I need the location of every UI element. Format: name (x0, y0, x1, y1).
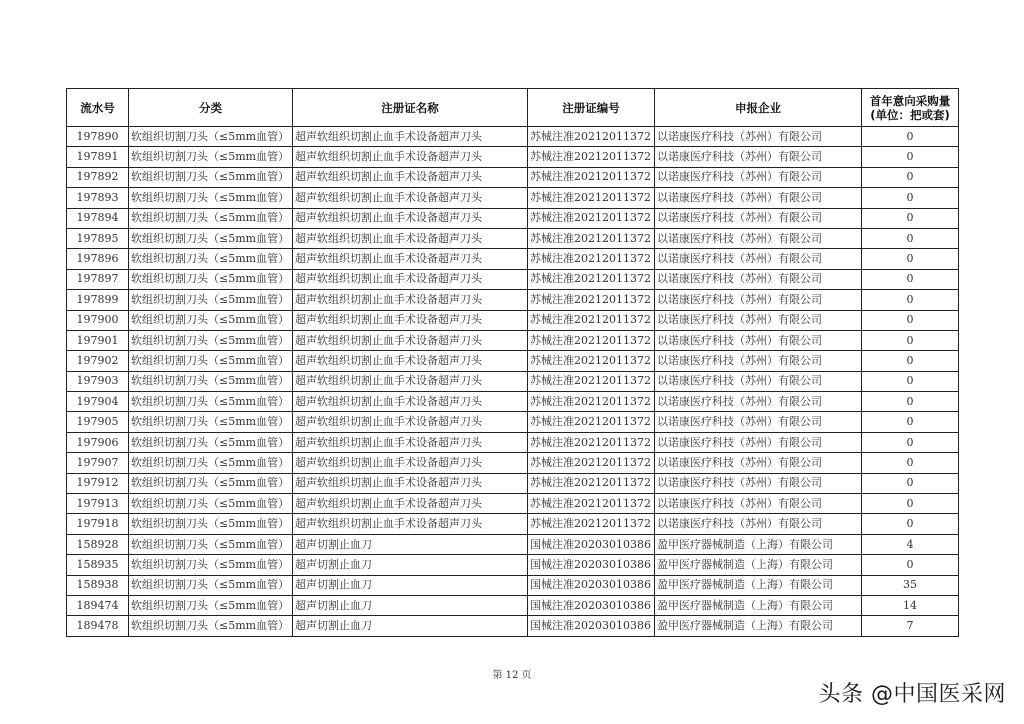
cell-serial-no: 197901 (67, 330, 129, 350)
cell-company: 盈甲医疗器械制造（上海）有限公司 (655, 555, 862, 575)
cell-serial-no: 197912 (67, 473, 129, 493)
cell-reg-name: 超声切割止血刀 (293, 555, 528, 575)
cell-reg-no: 苏械注准20212011372 (528, 147, 655, 167)
cell-reg-name: 超声切割止血刀 (293, 534, 528, 554)
cell-company: 以诺康医疗科技（苏州）有限公司 (655, 127, 862, 147)
table-header-row (67, 89, 959, 127)
table-row (67, 147, 959, 167)
cell-qty: 14 (862, 595, 959, 615)
cell-qty: 4 (862, 534, 959, 554)
table-row (67, 392, 959, 412)
cell-category: 软组织切割刀头（≤5mm血管） (129, 269, 293, 289)
cell-serial-no: 197906 (67, 432, 129, 452)
cell-qty: 0 (862, 127, 959, 147)
cell-reg-name: 超声软组织切割止血手术设备超声刀头 (293, 147, 528, 167)
cell-serial-no: 197894 (67, 208, 129, 228)
cell-reg-name: 超声软组织切割止血手术设备超声刀头 (293, 432, 528, 452)
cell-reg-name: 超声软组织切割止血手术设备超声刀头 (293, 167, 528, 187)
cell-reg-no: 国械注准20203010386 (528, 534, 655, 554)
cell-serial-no: 197918 (67, 514, 129, 534)
cell-company: 盈甲医疗器械制造（上海）有限公司 (655, 575, 862, 595)
cell-qty: 0 (862, 147, 959, 167)
cell-serial-no: 197899 (67, 290, 129, 310)
cell-company: 以诺康医疗科技（苏州）有限公司 (655, 269, 862, 289)
cell-company: 以诺康医疗科技（苏州）有限公司 (655, 330, 862, 350)
cell-serial-no: 197904 (67, 392, 129, 412)
cell-category: 软组织切割刀头（≤5mm血管） (129, 616, 293, 636)
cell-reg-name: 超声切割止血刀 (293, 616, 528, 636)
cell-company: 以诺康医疗科技（苏州）有限公司 (655, 249, 862, 269)
cell-qty: 35 (862, 575, 959, 595)
cell-category: 软组织切割刀头（≤5mm血管） (129, 453, 293, 473)
cell-reg-name: 超声软组织切割止血手术设备超声刀头 (293, 473, 528, 493)
cell-qty: 0 (862, 188, 959, 208)
cell-reg-name: 超声软组织切割止血手术设备超声刀头 (293, 412, 528, 432)
cell-reg-name: 超声软组织切割止血手术设备超声刀头 (293, 514, 528, 534)
cell-category: 软组织切割刀头（≤5mm血管） (129, 514, 293, 534)
cell-reg-name: 超声软组织切割止血手术设备超声刀头 (293, 371, 528, 391)
header-category: 分类 (129, 89, 293, 127)
cell-qty: 7 (862, 616, 959, 636)
cell-reg-name: 超声切割止血刀 (293, 575, 528, 595)
cell-reg-no: 苏械注准20212011372 (528, 249, 655, 269)
cell-reg-name: 超声软组织切割止血手术设备超声刀头 (293, 351, 528, 371)
cell-category: 软组织切割刀头（≤5mm血管） (129, 473, 293, 493)
cell-category: 软组织切割刀头（≤5mm血管） (129, 290, 293, 310)
cell-company: 以诺康医疗科技（苏州）有限公司 (655, 494, 862, 514)
table-row (67, 371, 959, 391)
cell-reg-name: 超声软组织切割止血手术设备超声刀头 (293, 188, 528, 208)
cell-category: 软组织切割刀头（≤5mm血管） (129, 412, 293, 432)
cell-category: 软组织切割刀头（≤5mm血管） (129, 208, 293, 228)
table-row (67, 595, 959, 615)
header-qty-unit: (单位：把或套) (870, 107, 950, 122)
cell-serial-no: 197892 (67, 167, 129, 187)
cell-reg-no: 国械注准20203010386 (528, 575, 655, 595)
cell-category: 软组织切割刀头（≤5mm血管） (129, 432, 293, 452)
cell-company: 以诺康医疗科技（苏州）有限公司 (655, 167, 862, 187)
cell-company: 以诺康医疗科技（苏州）有限公司 (655, 351, 862, 371)
cell-qty: 0 (862, 167, 959, 187)
cell-reg-name: 超声软组织切割止血手术设备超声刀头 (293, 269, 528, 289)
cell-qty: 0 (862, 269, 959, 289)
cell-reg-no: 苏械注准20212011372 (528, 167, 655, 187)
cell-reg-no: 苏械注准20212011372 (528, 228, 655, 248)
table-row (67, 208, 959, 228)
cell-serial-no: 197895 (67, 228, 129, 248)
cell-company: 以诺康医疗科技（苏州）有限公司 (655, 392, 862, 412)
cell-company: 盈甲医疗器械制造（上海）有限公司 (655, 616, 862, 636)
cell-reg-no: 苏械注准20212011372 (528, 371, 655, 391)
cell-reg-no: 苏械注准20212011372 (528, 208, 655, 228)
cell-category: 软组织切割刀头（≤5mm血管） (129, 310, 293, 330)
cell-reg-no: 苏械注准20212011372 (528, 188, 655, 208)
cell-company: 以诺康医疗科技（苏州）有限公司 (655, 371, 862, 391)
cell-category: 软组织切割刀头（≤5mm血管） (129, 188, 293, 208)
table-row (67, 453, 959, 473)
cell-qty: 0 (862, 494, 959, 514)
cell-category: 软组织切割刀头（≤5mm血管） (129, 330, 293, 350)
cell-qty: 0 (862, 249, 959, 269)
cell-serial-no: 197907 (67, 453, 129, 473)
cell-qty: 0 (862, 555, 959, 575)
table-row (67, 432, 959, 452)
cell-company: 以诺康医疗科技（苏州）有限公司 (655, 228, 862, 248)
cell-reg-no: 苏械注准20212011372 (528, 432, 655, 452)
header-serial-no: 流水号 (67, 89, 129, 127)
cell-reg-no: 苏械注准20212011372 (528, 330, 655, 350)
cell-reg-name: 超声软组织切割止血手术设备超声刀头 (293, 290, 528, 310)
cell-reg-no: 苏械注准20212011372 (528, 351, 655, 371)
cell-serial-no: 197902 (67, 351, 129, 371)
cell-category: 软组织切割刀头（≤5mm血管） (129, 392, 293, 412)
cell-reg-name: 超声软组织切割止血手术设备超声刀头 (293, 494, 528, 514)
cell-qty: 0 (862, 392, 959, 412)
table-row (67, 534, 959, 554)
cell-reg-name: 超声软组织切割止血手术设备超声刀头 (293, 310, 528, 330)
cell-reg-no: 苏械注准20212011372 (528, 310, 655, 330)
cell-qty: 0 (862, 310, 959, 330)
cell-company: 盈甲医疗器械制造（上海）有限公司 (655, 534, 862, 554)
cell-reg-name: 超声软组织切割止血手术设备超声刀头 (293, 453, 528, 473)
cell-reg-name: 超声软组织切割止血手术设备超声刀头 (293, 127, 528, 147)
table-row (67, 494, 959, 514)
cell-reg-name: 超声软组织切割止血手术设备超声刀头 (293, 208, 528, 228)
cell-qty: 0 (862, 290, 959, 310)
cell-qty: 0 (862, 514, 959, 534)
cell-company: 以诺康医疗科技（苏州）有限公司 (655, 188, 862, 208)
cell-qty: 0 (862, 371, 959, 391)
cell-category: 软组织切割刀头（≤5mm血管） (129, 371, 293, 391)
cell-serial-no: 197896 (67, 249, 129, 269)
cell-company: 以诺康医疗科技（苏州）有限公司 (655, 310, 862, 330)
cell-serial-no: 197890 (67, 127, 129, 147)
cell-company: 以诺康医疗科技（苏州）有限公司 (655, 473, 862, 493)
cell-reg-name: 超声软组织切割止血手术设备超声刀头 (293, 392, 528, 412)
header-qty-title: 首年意向采购量 (869, 93, 951, 108)
table-row (67, 127, 959, 147)
cell-serial-no: 158928 (67, 534, 129, 554)
cell-reg-no: 苏械注准20212011372 (528, 269, 655, 289)
table-row (67, 351, 959, 371)
cell-serial-no: 197903 (67, 371, 129, 391)
cell-serial-no: 197905 (67, 412, 129, 432)
cell-serial-no: 158935 (67, 555, 129, 575)
table-row (67, 188, 959, 208)
cell-category: 软组织切割刀头（≤5mm血管） (129, 127, 293, 147)
cell-serial-no: 197900 (67, 310, 129, 330)
header-reg-name: 注册证名称 (293, 89, 528, 127)
cell-serial-no: 189474 (67, 595, 129, 615)
header-reg-no: 注册证编号 (528, 89, 655, 127)
table-row (67, 228, 959, 248)
cell-reg-no: 苏械注准20212011372 (528, 453, 655, 473)
cell-serial-no: 197913 (67, 494, 129, 514)
cell-category: 软组织切割刀头（≤5mm血管） (129, 534, 293, 554)
cell-qty: 0 (862, 432, 959, 452)
cell-serial-no: 189478 (67, 616, 129, 636)
cell-qty: 0 (862, 473, 959, 493)
table-row (67, 514, 959, 534)
page-number: 第 12 页 (492, 670, 532, 681)
cell-reg-no: 苏械注准20212011372 (528, 494, 655, 514)
cell-category: 软组织切割刀头（≤5mm血管） (129, 228, 293, 248)
cell-qty: 0 (862, 330, 959, 350)
header-company: 申报企业 (655, 89, 862, 127)
cell-reg-no: 苏械注准20212011372 (528, 412, 655, 432)
cell-qty: 0 (862, 208, 959, 228)
procurement-table (66, 88, 959, 637)
header-first-year-qty (862, 89, 959, 127)
cell-qty: 0 (862, 453, 959, 473)
cell-reg-no: 苏械注准20212011372 (528, 392, 655, 412)
table-row (67, 290, 959, 310)
table-row (67, 412, 959, 432)
cell-reg-name: 超声切割止血刀 (293, 595, 528, 615)
cell-qty: 0 (862, 351, 959, 371)
table-body (67, 127, 959, 637)
watermark-text: 头条 @中国医采网 (818, 682, 1006, 707)
cell-reg-name: 超声软组织切割止血手术设备超声刀头 (293, 330, 528, 350)
table-row (67, 616, 959, 636)
cell-reg-no: 国械注准20203010386 (528, 595, 655, 615)
cell-category: 软组织切割刀头（≤5mm血管） (129, 494, 293, 514)
cell-category: 软组织切割刀头（≤5mm血管） (129, 167, 293, 187)
cell-company: 以诺康医疗科技（苏州）有限公司 (655, 147, 862, 167)
cell-category: 软组织切割刀头（≤5mm血管） (129, 575, 293, 595)
cell-company: 以诺康医疗科技（苏州）有限公司 (655, 208, 862, 228)
cell-company: 以诺康医疗科技（苏州）有限公司 (655, 453, 862, 473)
cell-company: 盈甲医疗器械制造（上海）有限公司 (655, 595, 862, 615)
cell-serial-no: 197893 (67, 188, 129, 208)
table-row (67, 269, 959, 289)
table-row (67, 167, 959, 187)
cell-category: 软组织切割刀头（≤5mm血管） (129, 595, 293, 615)
cell-category: 软组织切割刀头（≤5mm血管） (129, 249, 293, 269)
cell-company: 以诺康医疗科技（苏州）有限公司 (655, 432, 862, 452)
cell-reg-no: 苏械注准20212011372 (528, 290, 655, 310)
cell-company: 以诺康医疗科技（苏州）有限公司 (655, 514, 862, 534)
table-row (67, 330, 959, 350)
cell-reg-no: 国械注准20203010386 (528, 555, 655, 575)
table-row (67, 473, 959, 493)
cell-category: 软组织切割刀头（≤5mm血管） (129, 351, 293, 371)
cell-company: 以诺康医疗科技（苏州）有限公司 (655, 412, 862, 432)
cell-serial-no: 197891 (67, 147, 129, 167)
table-row (67, 249, 959, 269)
cell-qty: 0 (862, 412, 959, 432)
table-row (67, 555, 959, 575)
cell-reg-no: 苏械注准20212011372 (528, 514, 655, 534)
cell-reg-no: 苏械注准20212011372 (528, 127, 655, 147)
cell-reg-no: 苏械注准20212011372 (528, 473, 655, 493)
cell-reg-name: 超声软组织切割止血手术设备超声刀头 (293, 228, 528, 248)
cell-category: 软组织切割刀头（≤5mm血管） (129, 555, 293, 575)
table-row (67, 575, 959, 595)
cell-serial-no: 158938 (67, 575, 129, 595)
cell-reg-name: 超声软组织切割止血手术设备超声刀头 (293, 249, 528, 269)
table-row (67, 310, 959, 330)
cell-qty: 0 (862, 228, 959, 248)
cell-company: 以诺康医疗科技（苏州）有限公司 (655, 290, 862, 310)
cell-reg-no: 国械注准20203010386 (528, 616, 655, 636)
cell-serial-no: 197897 (67, 269, 129, 289)
cell-category: 软组织切割刀头（≤5mm血管） (129, 147, 293, 167)
